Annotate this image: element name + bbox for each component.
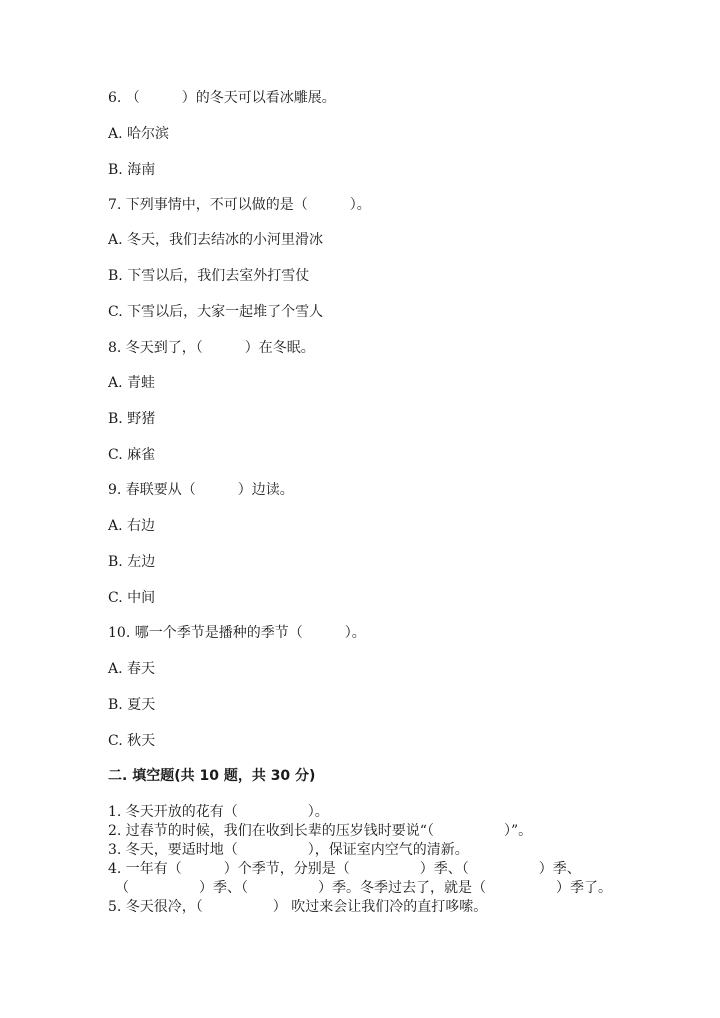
question-stem: 9. 春联要从（ ）边读。: [108, 482, 294, 498]
option: C. 中间: [108, 590, 156, 606]
option: C. 秋天: [108, 733, 156, 749]
option: B. 夏天: [108, 697, 156, 713]
option: B. 下雪以后，我们去室外打雪仗: [108, 268, 310, 284]
section-title: 二. 填空题(共 10 题，共 30 分): [108, 768, 316, 784]
fill-blank-line: 3. 冬天，要适时地（ ），保证室内空气的清新。: [108, 842, 469, 858]
fill-blank-line: 5. 冬天很冷，（ ） 吹过来会让我们冷的直打哆嗦。: [108, 899, 488, 915]
fill-blank-line: 1. 冬天开放的花有（ ）。: [108, 804, 329, 820]
fill-blank-line: 2. 过春节的时候，我们在收到长辈的压岁钱时要说“（ ）”。: [108, 823, 533, 839]
question-stem: 8. 冬天到了，（ ）在冬眠。: [108, 340, 315, 356]
option: A. 哈尔滨: [108, 126, 170, 142]
option: B. 左边: [108, 554, 156, 570]
question-stem: 7. 下列事情中，不可以做的是（ ）。: [108, 197, 371, 213]
option: B. 野猪: [108, 411, 156, 427]
option: A. 冬天，我们去结冰的小河里滑冰: [108, 232, 324, 248]
fill-blank-line: 4. 一年有（ ）个季节，分别是（ ）季、（ ）季、: [108, 861, 581, 877]
question-stem: 6. （ ）的冬天可以看冰雕展。: [108, 90, 336, 106]
option: A. 青蛙: [108, 375, 156, 391]
question-stem: 10. 哪一个季节是播种的季节（ ）。: [108, 625, 366, 641]
option: B. 海南: [108, 162, 156, 178]
option: C. 下雪以后，大家一起堆了个雪人: [108, 304, 324, 320]
option: A. 右边: [108, 518, 156, 534]
option: C. 麻雀: [108, 447, 156, 463]
option: A. 春天: [108, 661, 156, 677]
fill-blank-line: （ ）季、（ ）季。冬季过去了，就是（ ）季了。: [108, 880, 612, 896]
